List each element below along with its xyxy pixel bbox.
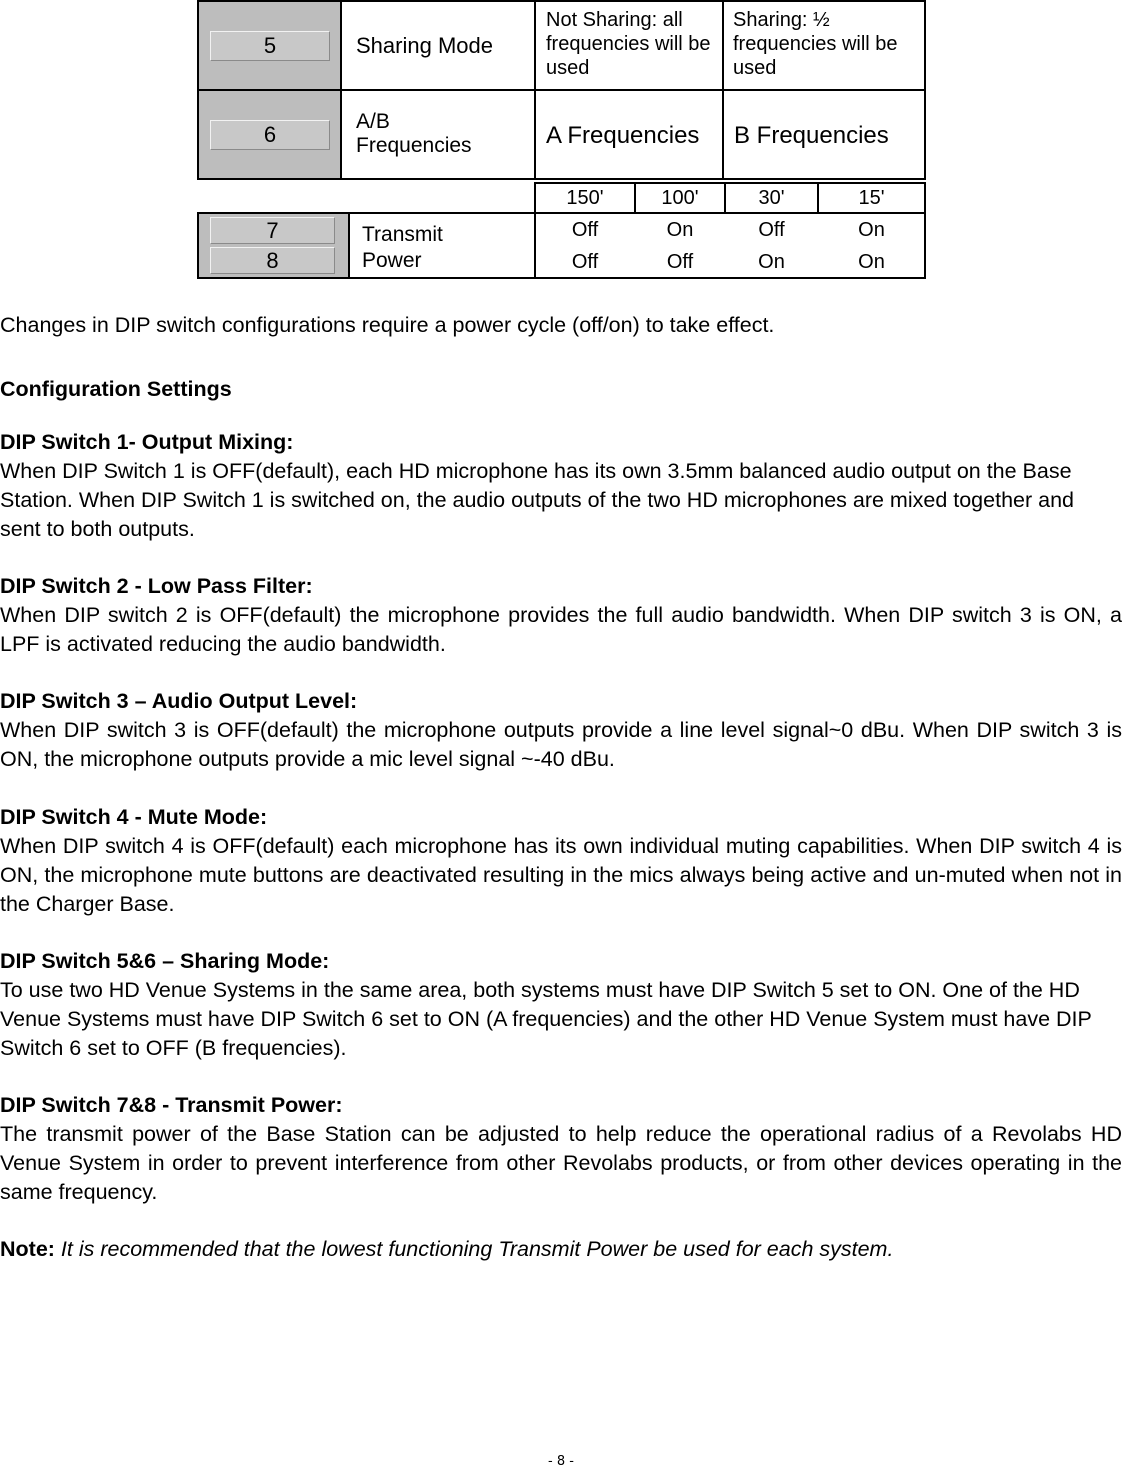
row8-value-100: Off — [666, 251, 694, 273]
power-header-30: 30' — [758, 187, 785, 209]
section-3-heading: DIP Switch 3 – Audio Output Level: — [0, 689, 358, 713]
row8-value-150: Off — [571, 251, 599, 273]
b-frequencies: B Frequencies — [734, 122, 889, 149]
row7-value-15: On — [858, 219, 885, 241]
section-4-text: When DIP switch 4 is OFF(default) each microphone has its own individual muting capabilities. When DIP switch 4 is ON, the microphone mute buttons are deactivated resulting in the mics always being active and un-muted when not in the Charger Base. — [0, 834, 1122, 916]
page-number: - 8 - — [548, 1454, 574, 1469]
section-1-text: When DIP Switch 1 is OFF(default), each HD microphone has its own 3.5mm balanced audio output on the Base Station. When DIP Switch 1 is switched on, the audio outputs of the two HD microphones are mixed together and sent to both outputs. — [0, 459, 1074, 541]
switch-7-key: 7 — [210, 217, 335, 244]
switch-5-key: 5 — [210, 31, 330, 61]
section-2-heading: DIP Switch 2 - Low Pass Filter: — [0, 574, 313, 598]
note-label: Note: — [0, 1237, 55, 1261]
section-5-6-text: To use two HD Venue Systems in the same area, both systems must have DIP Switch 5 set to ON. One of the HD Venue Systems must have DIP Switch 6 set to ON (A frequencies) and the other HD Venue System must have DIP Switch 6 set to OFF (B frequencies). — [0, 978, 1092, 1060]
power-header-150: 150' — [566, 187, 604, 209]
power-header-100: 100' — [661, 187, 699, 209]
section-1-heading: DIP Switch 1- Output Mixing: — [0, 430, 294, 454]
section-7-8-text: The transmit power of the Base Station can be adjusted to help reduce the operational radius of a Revolabs HD Venue System in order to prevent interference from other Revolabs products, or from other devices operating in the same frequency. — [0, 1122, 1122, 1204]
power-header-15: 15' — [858, 187, 885, 209]
transmit-power-label: Transmit Power — [362, 223, 443, 272]
note — [0, 1235, 1122, 1264]
row7-value-100: On — [666, 219, 694, 241]
power-cycle-note: Changes in DIP switch configurations require a power cycle (off/on) to take effect. — [0, 313, 775, 337]
row8-value-15: On — [858, 251, 885, 273]
section-4-heading: DIP Switch 4 - Mute Mode: — [0, 805, 268, 829]
row8-value-30: On — [758, 251, 785, 273]
note-text: It is recommended that the lowest functioning Transmit Power be used for each system. — [60, 1237, 894, 1261]
switch-8-key: 8 — [210, 247, 335, 274]
row7-value-150: Off — [571, 219, 599, 241]
sharing-desc: Sharing: ½ frequencies will be used — [733, 9, 898, 79]
ab-frequencies-label: A/B Frequencies — [356, 110, 472, 157]
sharing-mode-label: Sharing Mode — [356, 33, 493, 58]
row7-value-30: Off — [758, 219, 785, 241]
not-sharing-desc: Not Sharing: all frequencies will be used — [546, 9, 711, 79]
section-3-text: When DIP switch 3 is OFF(default) the microphone outputs provide a line level signal~0 dBu. When DIP switch 3 is ON, the microphone outputs provide a mic level signal ~-40 dBu. — [0, 718, 1122, 771]
switch-6-key: 6 — [210, 120, 330, 150]
section-7-8-heading: DIP Switch 7&8 - Transmit Power: — [0, 1093, 343, 1117]
section-2-text: When DIP switch 2 is OFF(default) the microphone provides the full audio bandwidth. When DIP switch 3 is ON, a LPF is activated reducing the audio bandwidth. — [0, 603, 1122, 656]
a-frequencies: A Frequencies — [546, 122, 700, 149]
config-heading: Configuration Settings — [0, 377, 232, 401]
section-5-6-heading: DIP Switch 5&6 – Sharing Mode: — [0, 949, 330, 973]
